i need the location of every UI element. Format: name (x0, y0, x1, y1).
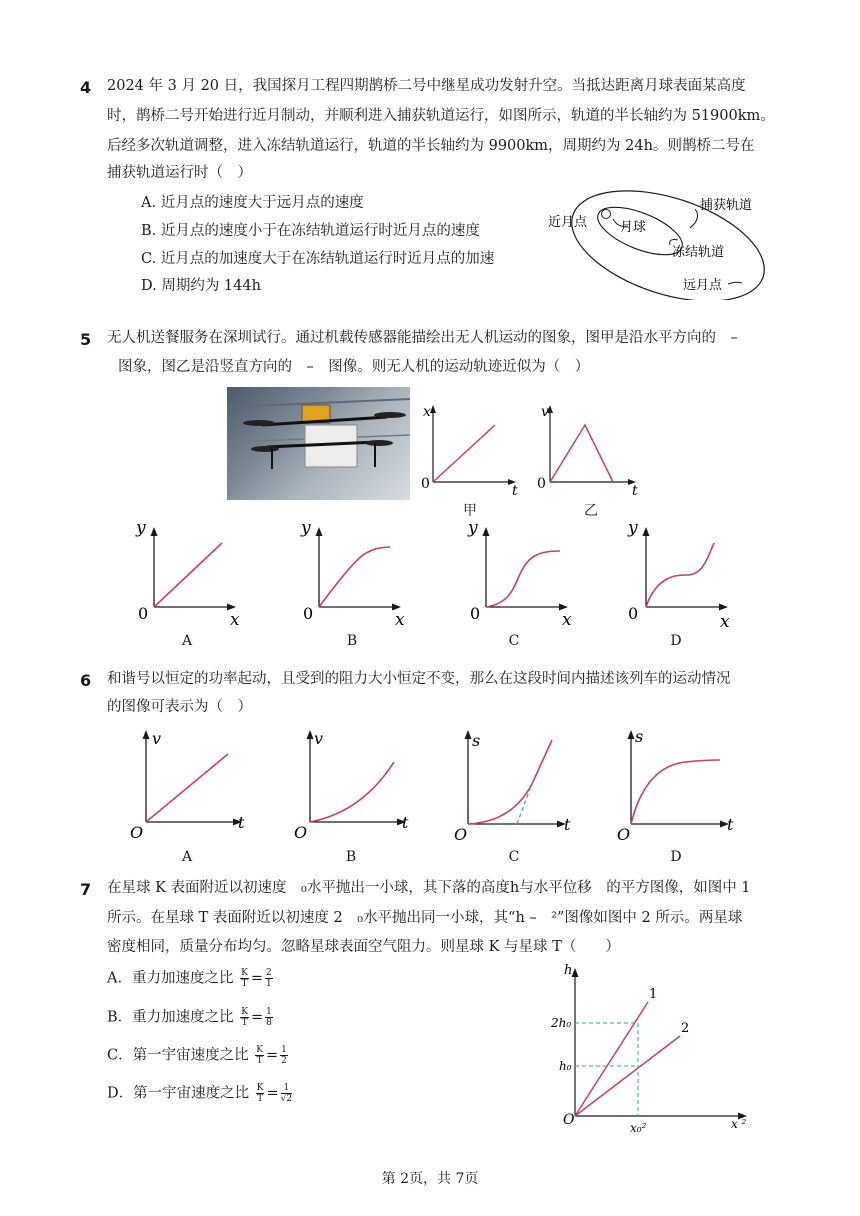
svg-text:1: 1 (649, 987, 658, 1002)
q7-line-2 (575, 1036, 680, 1116)
q7-option-a[interactable]: A．重力加速度之比 $\frac{K}{T}$ = $\frac{2}{1}$ (107, 968, 272, 989)
q7-h-x2-graph (545, 960, 760, 1145)
svg-text:y: y (136, 518, 146, 538)
svg-text:x: x (720, 612, 730, 627)
q4-option-a[interactable]: A. 近月点的速度大于远月点的速度 (141, 195, 364, 211)
drone-photo (227, 387, 410, 500)
q7-text-line-3: 密度相同，质量分布均匀。忽略星球表面空气阻力。则星球 K 与星球 T（ ） (107, 939, 620, 955)
q5-caption-yi: 乙 (584, 503, 598, 519)
svg-text:t: t (402, 813, 409, 832)
svg-text:x: x (230, 610, 240, 627)
q5-choice-c-label[interactable]: C (508, 633, 520, 649)
q4-option-c[interactable]: C. 近月点的加速度大于在冻结轨道运行时近月点的加速 (141, 251, 495, 267)
question-number-6: 6 (80, 671, 92, 690)
jia-line (433, 425, 495, 482)
q4-orbit-diagram (540, 188, 770, 300)
yi-ylabel: v (541, 404, 549, 420)
svg-text:x₀²: x₀² (630, 1121, 647, 1135)
svg-text:O: O (130, 823, 144, 842)
q6-choice-d-graph[interactable] (615, 722, 745, 842)
svg-text:x ²: x ² (731, 1117, 747, 1131)
svg-text:t: t (727, 815, 734, 834)
svg-text:t: t (564, 815, 571, 834)
q7-text-line-1: 在星球 K 表面附近以初速度 ₀水平抛出一小球，其下落的高度h与水平位移 的平方图像，如图中 1 (107, 880, 751, 896)
q6-choice-a-label[interactable]: A (181, 849, 193, 865)
q6-choice-d-label[interactable]: D (670, 849, 682, 865)
yi-xlabel: t (632, 483, 638, 499)
svg-text:y: y (628, 518, 638, 538)
q7-line-1 (575, 1002, 648, 1116)
svg-text:O: O (294, 823, 308, 842)
q5-choice-b-graph[interactable] (295, 515, 415, 627)
q6-text-line-2: 的图像可表示为（ ） (107, 699, 252, 715)
q5-graph-jia (420, 400, 530, 500)
q4-text-line-4: 捕获轨道运行时（ ） (107, 165, 252, 181)
q6-text-line-1: 和谐号以恒定的功率起动，且受到的阻力大小恒定不变，那么在这段时间内描述该列车的运动情况 (107, 671, 731, 687)
q5-choice-c-graph[interactable] (462, 515, 582, 627)
svg-text:x: x (395, 610, 405, 627)
capture-orbit-label: 捕获轨道 (700, 198, 753, 213)
svg-text:O: O (454, 825, 468, 842)
q6-choice-c-label[interactable]: C (508, 849, 520, 865)
q4-text-line-1: 2024 年 3 月 20 日，我国探月工程四期鹊桥二号中继星成功发射升空。当抵达距离月球表面某高度 (107, 78, 746, 94)
svg-text:x: x (562, 610, 572, 627)
svg-text:v: v (314, 729, 324, 748)
svg-text:0: 0 (138, 604, 149, 623)
q5-choice-a-graph[interactable] (130, 515, 250, 627)
jia-ylabel: x (423, 404, 431, 420)
q7-text-line-2: 所示。在星球 T 表面附近以初速度 2 ₀水平抛出同一小球，其“h – ²”图像如图中 2 所示。两星球 (107, 910, 743, 926)
question-number-4: 4 (80, 78, 92, 97)
perilune-label: 近月点 (548, 215, 588, 230)
moon-circle (602, 210, 611, 219)
q5-text-line-1: 无人机送餐服务在深圳试行。通过机载传感器能描绘出无人机运动的图象，图甲是沿水平方向的 – (107, 330, 738, 346)
svg-text:y: y (301, 518, 311, 538)
q4-text-line-2: 时，鹊桥二号开始进行近月制动，并顺利进入捕获轨道运行，如图所示，轨道的半长轴约为 51900km。 (107, 108, 775, 124)
question-number-7: 7 (80, 880, 92, 899)
yi-origin: 0 (537, 476, 546, 492)
svg-text:O: O (563, 1112, 575, 1128)
svg-text:h₀: h₀ (559, 1059, 572, 1073)
jia-origin: 0 (421, 476, 430, 492)
jia-xlabel: t (512, 483, 518, 499)
q5-choice-b-label[interactable]: B (346, 633, 358, 649)
drone-icon (227, 387, 410, 500)
svg-text:O: O (617, 825, 631, 842)
svg-text:s: s (472, 731, 481, 750)
svg-text:t: t (238, 813, 245, 832)
apolune-label: 远月点 (683, 278, 723, 293)
svg-text:2h₀: 2h₀ (551, 1016, 572, 1030)
q6-choice-c-graph[interactable] (452, 722, 582, 842)
svg-text:2: 2 (681, 1021, 690, 1036)
svg-text:v: v (152, 729, 162, 748)
svg-text:y: y (468, 518, 478, 538)
q5-choice-a-label[interactable]: A (181, 633, 193, 649)
q6-choice-b-graph[interactable] (292, 722, 417, 842)
q5-graph-yi (535, 400, 645, 500)
frozen-orbit-label: 冻结轨道 (672, 245, 725, 260)
q4-option-d[interactable]: D. 周期约为 144h (141, 278, 261, 294)
q7-option-c[interactable]: C．第一宇宙速度之比 $\frac{K}{T}$ = $\frac{1}{2}$ (107, 1045, 287, 1066)
svg-text:0: 0 (470, 604, 481, 623)
q5-choice-d-graph[interactable] (622, 515, 742, 627)
q4-text-line-3: 后经多次轨道调整，进入冻结轨道运行，轨道的半长轴约为 9900km，周期约为 24h。则鹊桥二号在 (107, 138, 755, 154)
q7-option-b[interactable]: B．重力加速度之比 $\frac{K}{T}$ = $\frac{1}{8}$ (107, 1007, 272, 1028)
page-footer: 第 2页，共 7页 (381, 1171, 479, 1187)
q5-text-line-2: 图象，图乙是沿竖直方向的 – 图像。则无人机的运动轨迹近似为（ ） (118, 359, 590, 375)
svg-text:s: s (635, 727, 644, 746)
svg-text:h: h (564, 963, 573, 978)
q5-choice-d-label[interactable]: D (670, 633, 682, 649)
q4-option-b[interactable]: B. 近月点的速度小于在冻结轨道运行时近月点的速度 (141, 223, 480, 239)
q6-choice-b-label[interactable]: B (345, 849, 357, 865)
moon-label: 月球 (620, 220, 647, 235)
q6-choice-a-graph[interactable] (128, 722, 253, 842)
svg-text:0: 0 (628, 604, 639, 623)
svg-text:0: 0 (303, 604, 314, 623)
q5-caption-jia: 甲 (463, 503, 477, 519)
question-number-5: 5 (80, 330, 92, 349)
q7-option-d[interactable]: D．第一宇宙速度之比 $\frac{K}{T}$ = $\frac{1}{√2}$ (107, 1083, 293, 1104)
yi-line (550, 425, 613, 482)
